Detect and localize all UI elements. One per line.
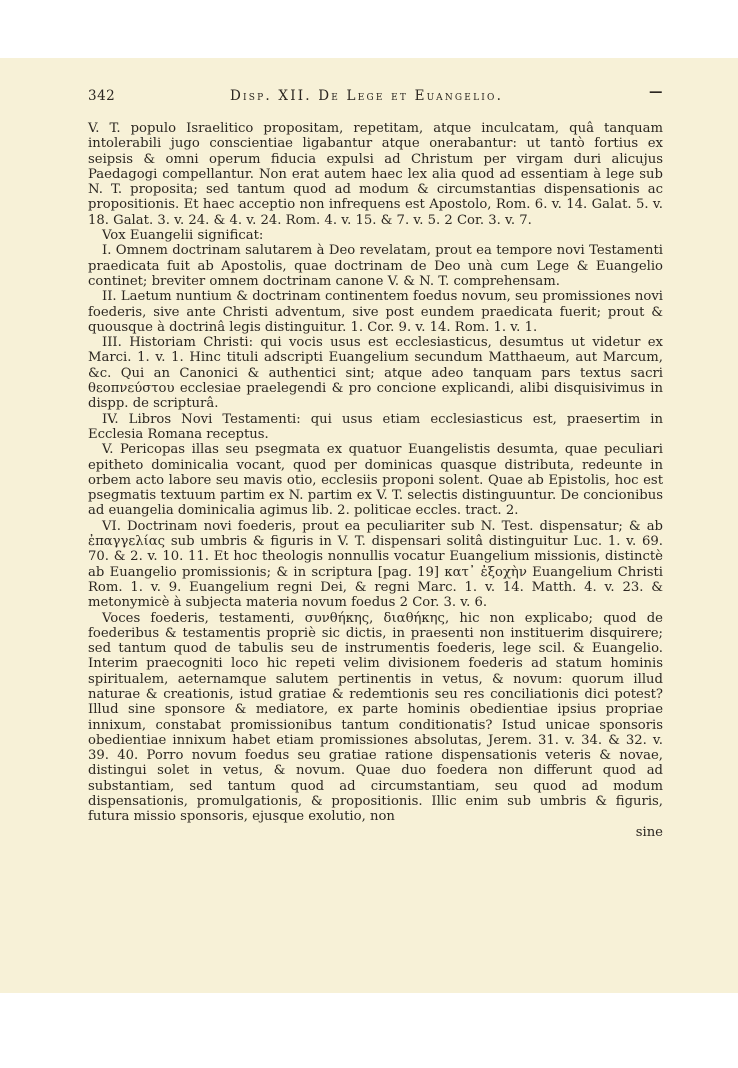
paragraph: VI. Doctrinam novi foederis, prout ea peculiariter sub N. Test. dispensatur; & ab ἐπαγγελίας sub umbris & figuris in V. T. dispensari solitâ distinguitur Luc. 1. v. 69. 70. & 2. v. 10. 11. Et hoc theologis nonnullis vocatur Euangelium missionis, distinctè ab Euangelio promissionis; & in scriptura [pag. 19] κατ᾽ ἐξοχὴν Euangelium Christi Rom. 1. v. 9. Euangelium regni Dei, & regni Marc. 1. v. 14. Matth. 4. v. 23. & metonymicè à subjecta materia novum foedus 2 Cor. 3. v. 6. [88,518,663,611]
header-mark: — [649,84,663,100]
catchword: sine [635,824,663,840]
book-page [0,58,738,993]
paragraph: V. T. populo Israelitico propositam, repetitam, atque inculcatam, quâ tanquam intolerabili jugo conscientiae ligabantur atque onerabantur: ut tantò fortius ex seipsis & omni operum fiducia expulsi ad Christum per virgam duri alicujus Paedagogi compellantur. Non erat autem haec lex alia quod ad essentiam à lege sub N. T. proposita; sed tantum quod ad modum & circumstantias dispensationis ac propositionis. Et haec acceptio non infrequens est Apostolo, Rom. 6. v. 14. Galat. 5. v. 18. Galat. 3. v. 24. & 4. v. 24. Rom. 4. v. 15. & 7. v. 5. 2 Cor. 3. v. 7. [88,121,663,228]
paragraph: III. Historiam Christi: qui vocis usus est ecclesiasticus, desumtus ut videtur ex Marci. 1. v. 1. Hinc tituli adscripti Euangelium secundum Matthaeum, aut Marcum, &c. Qui an Canonici & authentici sint; atque adeo tanquam pars textus sacri θεοπνεύστου ecclesiae praelegendi & pro concione explicandi, alibi disquisivimus in dispp. de scripturâ. [88,335,663,412]
page-number: 342 [88,88,116,104]
paragraph: Voces foederis, testamenti, συνθήκης, διαθήκης, hic non explicabo; quod de foederibus & testamentis propriè sic dictis, in praesenti non instituerim disquirere; sed tantum quod de tabulis seu de instrumentis foederis, lege scil. & Euangelio. Interim praecogniti loco hic repeti velim divisionem foederis ad statum hominis spiritualem, aeternamque salutem pertinentis in vetus, & novum: quorum illud naturae & creationis, istud gratiae & redemtionis seu res conciliationis dici potest? Illud sine sponsore & mediatore, ex parte hominis obedientiae ipsius propriae innixum, constabat promissionibus tantum conditionatis? Istud unicae sponsoris obedientiae innixum habet etiam promissiones absolutas, Jerem. 31. v. 34. & 32. v. 39. 40. Porro novum foedus seu gratiae ratione dispensationis veteris & novae, distingui solet in vetus, & novum. Quae duo foedera non differunt quod ad substantiam, sed tantum quod ad circumstantiam, seu quod ad modum dispensationis, promulgationis, & propositionis. Illic enim sub umbris & figuris, futura missio sponsoris, ejusque exolutio, non [88,610,663,825]
running-header [88,84,663,106]
paragraph: V. Pericopas illas seu psegmata ex quatuor Euangelistis desumta, quae peculiari epitheto dominicalia vocant, quod per dominicas quasque distributa, redeunte in orbem acto labore seu mavis otio, ecclesiis proponi solent. Quae ab Epistolis, hoc est psegmatis textuum partim ex N. partim ex V. T. selectis distinguuntur. De concionibus ad euangelia dominicalia agimus lib. 2. politicae eccles. tract. 2. [88,442,663,519]
paragraph: II. Laetum nuntium & doctrinam continentem foedus novum, seu promissiones novi foederis, sive ante Christi adventum, sive post eundem praedicata fuerit; prout & quousque à doctrinâ legis distinguitur. 1. Cor. 9. v. 14. Rom. 1. v. 1. [88,289,663,335]
running-title: Disp. XII. De Lege et Euangelio. [230,88,504,104]
paragraph: Vox Euangelii significat: [102,228,264,244]
body-text [88,121,663,840]
paragraph: I. Omnem doctrinam salutarem à Deo revelatam, prout ea tempore novi Testamenti praedicata fuit ab Apostolis, quae doctrinam de Deo unà cum Lege & Euangelio continet; breviter omnem doctrinam canone V. & N. T. comprehensam. [88,243,663,289]
paragraph: IV. Libros Novi Testamenti: qui usus etiam ecclesiasticus est, praesertim in Ecclesia Romana receptus. [88,411,663,442]
